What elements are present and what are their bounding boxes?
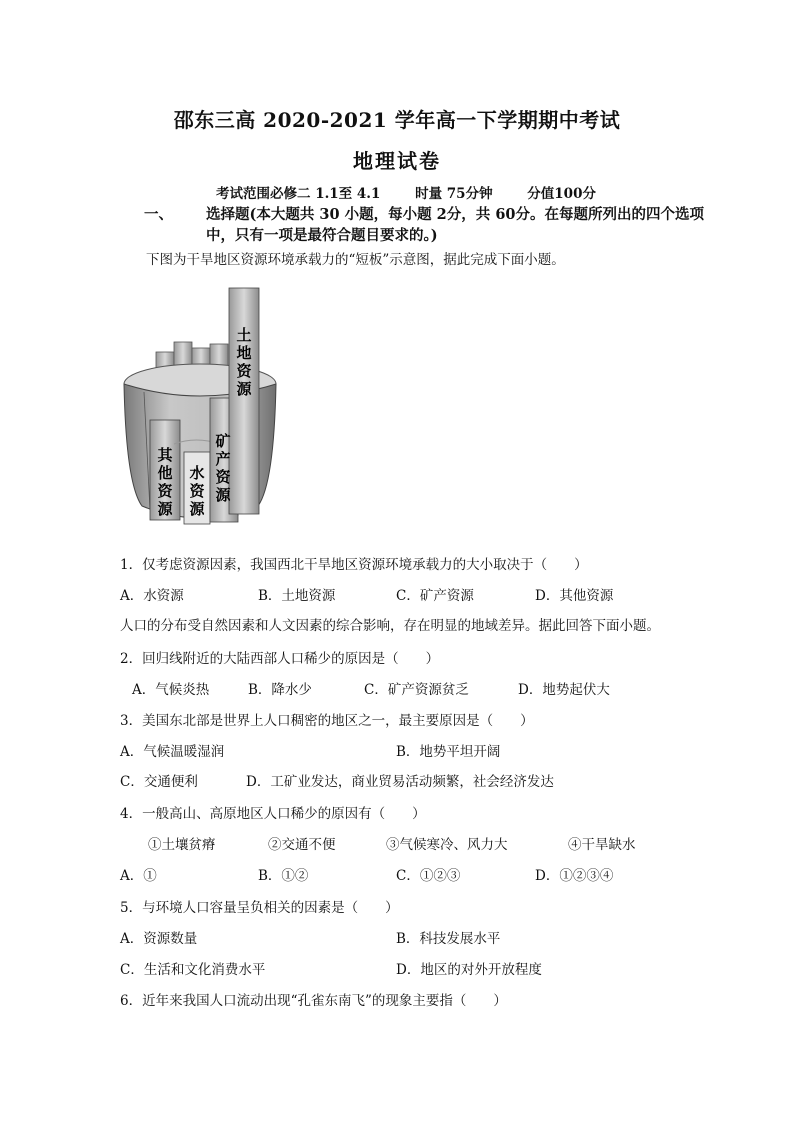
- exam-score: 分值100分: [527, 186, 596, 202]
- question-5-option-b: B．科技发展水平: [396, 931, 501, 947]
- question-4-item-4: ④干旱缺水: [568, 837, 636, 853]
- question-4-stem: 4．一般高山、高原地区人口稀少的原因有（ ）: [120, 806, 426, 822]
- question-4-option-d: D．①②③④: [535, 868, 614, 884]
- label-mineral-3: 资: [215, 468, 231, 486]
- exam-time: 时量 75分钟: [415, 186, 493, 202]
- question-2-option-c: C．矿产资源贫乏: [364, 682, 469, 698]
- label-land-1: 土: [236, 326, 252, 344]
- label-water-1: 水: [189, 464, 205, 482]
- question-1-option-c: C．矿产资源: [396, 588, 474, 604]
- question-3-option-c: C．交通便利: [120, 774, 198, 790]
- question-4-option-b: B．①②: [258, 868, 309, 884]
- question-4-option-c: C．①②③: [396, 868, 461, 884]
- question-5-option-c: C．生活和文化消费水平: [120, 962, 266, 978]
- exam-title: 邵东三高 2020-2021 学年高一下学期期中考试: [173, 108, 621, 132]
- figure-intro: 下图为干旱地区资源环境承载力的“短板”示意图，据此完成下面小题。: [146, 252, 565, 268]
- question-1-stem: 1．仅考虑资源因素，我国西北干旱地区资源环境承载力的大小取决于（ ）: [120, 557, 588, 573]
- section-heading: [144, 204, 704, 246]
- question-6-stem: 6．近年来我国人口流动出现“孔雀东南飞”的现象主要指（ ）: [120, 993, 507, 1009]
- label-other-1: 其: [157, 446, 173, 464]
- label-land-2: 地: [236, 344, 252, 362]
- question-2-stem: 2．回归线附近的大陆西部人口稀少的原因是（ ）: [120, 651, 440, 667]
- section-number: 一、: [144, 206, 173, 223]
- question-1-option-d: D．其他资源: [535, 588, 614, 604]
- label-mineral-4: 源: [215, 486, 231, 504]
- label-land-4: 源: [236, 380, 252, 398]
- exam-subtitle: 地理试卷: [353, 149, 441, 173]
- exam-meta: [216, 182, 596, 202]
- question-4-option-a: A．①: [120, 868, 157, 884]
- label-other-3: 资: [157, 482, 173, 500]
- question-3-option-d: D．工矿业发达，商业贸易活动频繁，社会经济发达: [246, 774, 554, 790]
- question-3-option-b: B．地势平坦开阔: [396, 744, 501, 760]
- question-5-option-d: D．地区的对外开放程度: [396, 962, 542, 978]
- question-4-item-3: ③气候寒冷、风力大: [386, 837, 508, 853]
- question-4-item-2: ②交通不便: [268, 837, 336, 853]
- label-water-3: 源: [189, 500, 205, 518]
- label-other-2: 他: [157, 464, 173, 482]
- question-3-stem: 3．美国东北部是世界上人口稠密的地区之一，最主要原因是（ ）: [120, 713, 534, 729]
- question-2-option-a: A．气候炎热: [132, 682, 210, 698]
- question-1-option-a: A．水资源: [120, 588, 184, 604]
- label-other-4: 源: [157, 500, 173, 518]
- question-1-option-b: B．土地资源: [258, 588, 336, 604]
- question-3-option-a: A．气候温暖湿润: [120, 744, 225, 760]
- label-mineral-1: 矿: [215, 432, 231, 450]
- label-mineral-2: 产: [215, 450, 231, 468]
- question-4-item-1: ①土壤贫瘠: [148, 837, 216, 853]
- exam-scope: 考试范围必修二 1.1至 4.1: [216, 186, 381, 202]
- question-2-option-d: D．地势起伏大: [518, 682, 610, 698]
- question-5-option-a: A．资源数量: [120, 931, 198, 947]
- label-water-2: 资: [189, 482, 205, 500]
- passage-2: 人口的分布受自然因素和人文因素的综合影响，存在明显的地域差异。据此回答下面小题。: [120, 618, 660, 634]
- barrel-figure: [116, 284, 296, 534]
- question-2-option-b: B．降水少: [248, 682, 312, 698]
- question-5-stem: 5．与环境人口容量呈负相关的因素是（ ）: [120, 900, 399, 916]
- section-instruction: 选择题(本大题共 30 小题，每小题 2分，共 60分。在每题所列出的四个选项中，只有一项是最符合题目要求的。): [206, 206, 704, 244]
- label-land-3: 资: [236, 362, 252, 380]
